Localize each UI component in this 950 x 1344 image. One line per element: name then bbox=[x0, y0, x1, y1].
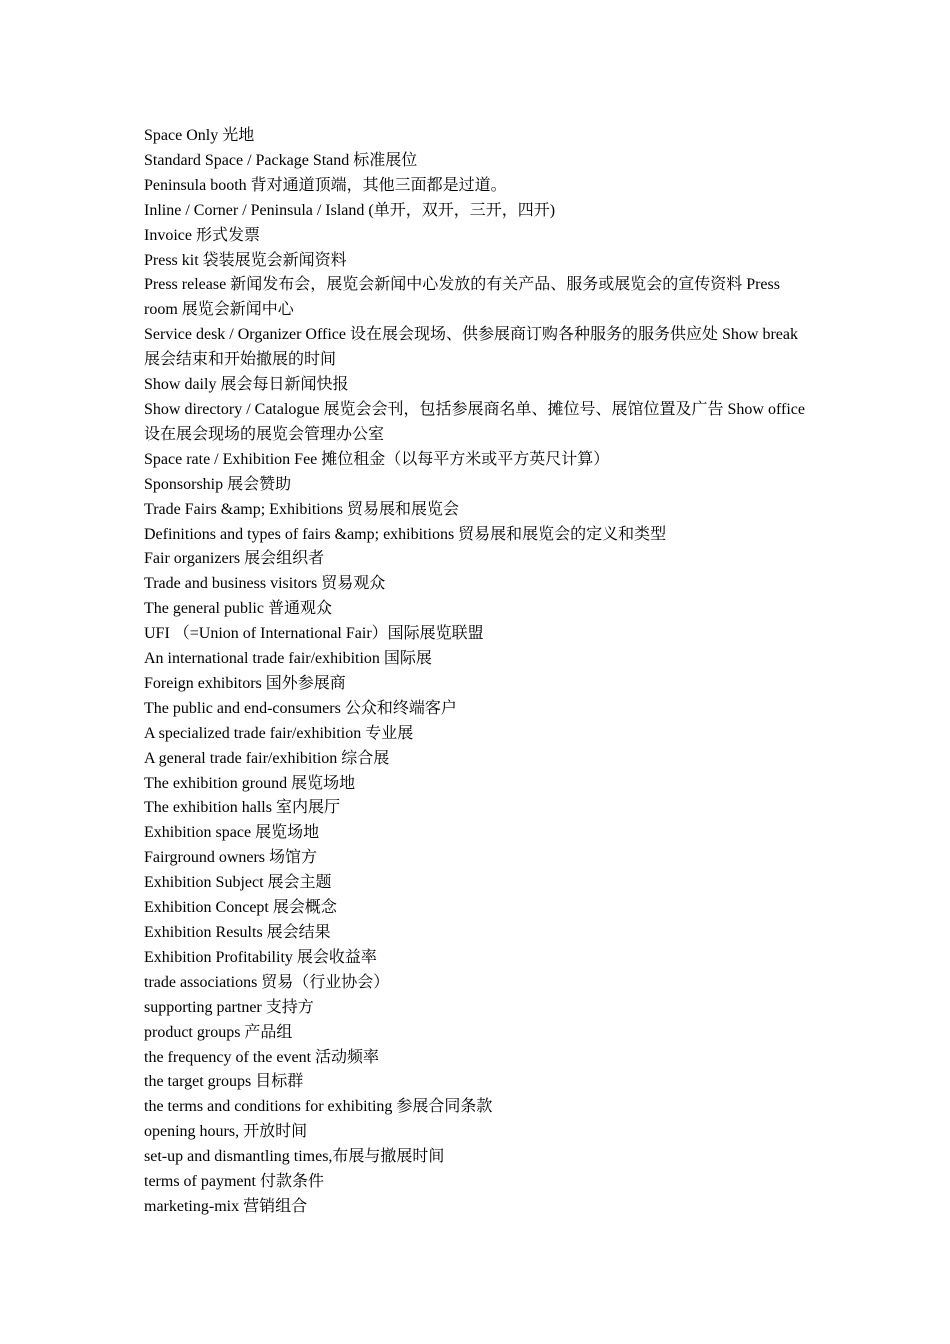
text-line: Standard Space / Package Stand 标准展位 bbox=[144, 151, 418, 169]
text-line: The exhibition ground 展览场地 bbox=[144, 774, 356, 792]
text-line: Fair organizers 展会组织者 bbox=[144, 550, 325, 568]
text-line: Definitions and types of fairs &amp; exhibitions 贸易展和展览会的定义和类型 bbox=[144, 525, 667, 543]
text-line: Foreign exhibitors 国外参展商 bbox=[144, 674, 346, 692]
text-line: Press release 新闻发布会，展览会新闻中心发放的有关产品、服务或展览会的宣传资料 Press room 展览会新闻中心 bbox=[144, 276, 780, 319]
text-line: The exhibition halls 室内展厅 bbox=[144, 799, 340, 817]
text-line: Show directory / Catalogue 展览会会刊，包括参展商名单、摊位号、展馆位置及广告 Show office 设在展会现场的展览会管理办公室 bbox=[144, 400, 805, 443]
text-line: the frequency of the event 活动频率 bbox=[144, 1048, 380, 1066]
text-line: An international trade fair/exhibition 国际展 bbox=[144, 650, 432, 668]
text-line: Trade Fairs &amp; Exhibitions 贸易展和展览会 bbox=[144, 500, 459, 518]
text-line: Show daily 展会每日新闻快报 bbox=[144, 376, 349, 394]
text-line: A specialized trade fair/exhibition 专业展 bbox=[144, 724, 414, 742]
text-line: Exhibition Results 展会结果 bbox=[144, 924, 331, 941]
text-line: Sponsorship 展会赞助 bbox=[144, 475, 292, 493]
text-line: terms of payment 付款条件 bbox=[144, 1173, 324, 1191]
text-line: product groups 产品组 bbox=[144, 1023, 293, 1041]
text-line: Trade and business visitors 贸易观众 bbox=[144, 575, 386, 593]
text-line: Inline / Corner / Peninsula / Island (单开，双开，三开，四开) bbox=[144, 201, 556, 219]
text-line: Service desk / Organizer Office 设在展会现场、供参展商订购各种服务的服务供应处 Show break 展会结束和开始撤展的时间 bbox=[144, 326, 798, 369]
text-line: Exhibition space 展览场地 bbox=[144, 824, 320, 842]
text-line: The public and end-consumers 公众和终端客户 bbox=[144, 699, 457, 717]
text-line: A general trade fair/exhibition 综合展 bbox=[144, 749, 390, 767]
text-line: Invoice 形式发票 bbox=[144, 226, 260, 244]
text-line: Space rate / Exhibition Fee 摊位租金（以每平方米或平方英尺计算） bbox=[144, 450, 610, 468]
text-line: Exhibition Profitability 展会收益率 bbox=[144, 948, 377, 966]
text-line: Space Only 光地 bbox=[144, 127, 255, 144]
text-line: Fairground owners 场馆方 bbox=[144, 849, 318, 867]
text-line: The general public 普通观众 bbox=[144, 600, 332, 618]
text-line: trade associations 贸易（行业协会） bbox=[144, 973, 390, 991]
document-body bbox=[144, 124, 808, 1220]
text-line: the terms and conditions for exhibiting 参展合同条款 bbox=[144, 1098, 493, 1116]
text-line: set-up and dismantling times,布展与撤展时间 bbox=[144, 1148, 445, 1166]
text-line: Exhibition Subject 展会主题 bbox=[144, 874, 332, 892]
text-line: Press kit 袋装展览会新闻资料 bbox=[144, 251, 347, 269]
text-line: the target groups 目标群 bbox=[144, 1073, 304, 1091]
text-line: marketing-mix 营销组合 bbox=[144, 1197, 308, 1215]
text-line: opening hours, 开放时间 bbox=[144, 1123, 308, 1141]
text-line: UFI （=Union of International Fair）国际展览联盟 bbox=[144, 625, 484, 643]
text-line: Exhibition Concept 展会概念 bbox=[144, 899, 337, 917]
text-line: Peninsula booth 背对通道顶端，其他三面都是过道。 bbox=[144, 176, 507, 194]
text-line: supporting partner 支持方 bbox=[144, 998, 314, 1016]
